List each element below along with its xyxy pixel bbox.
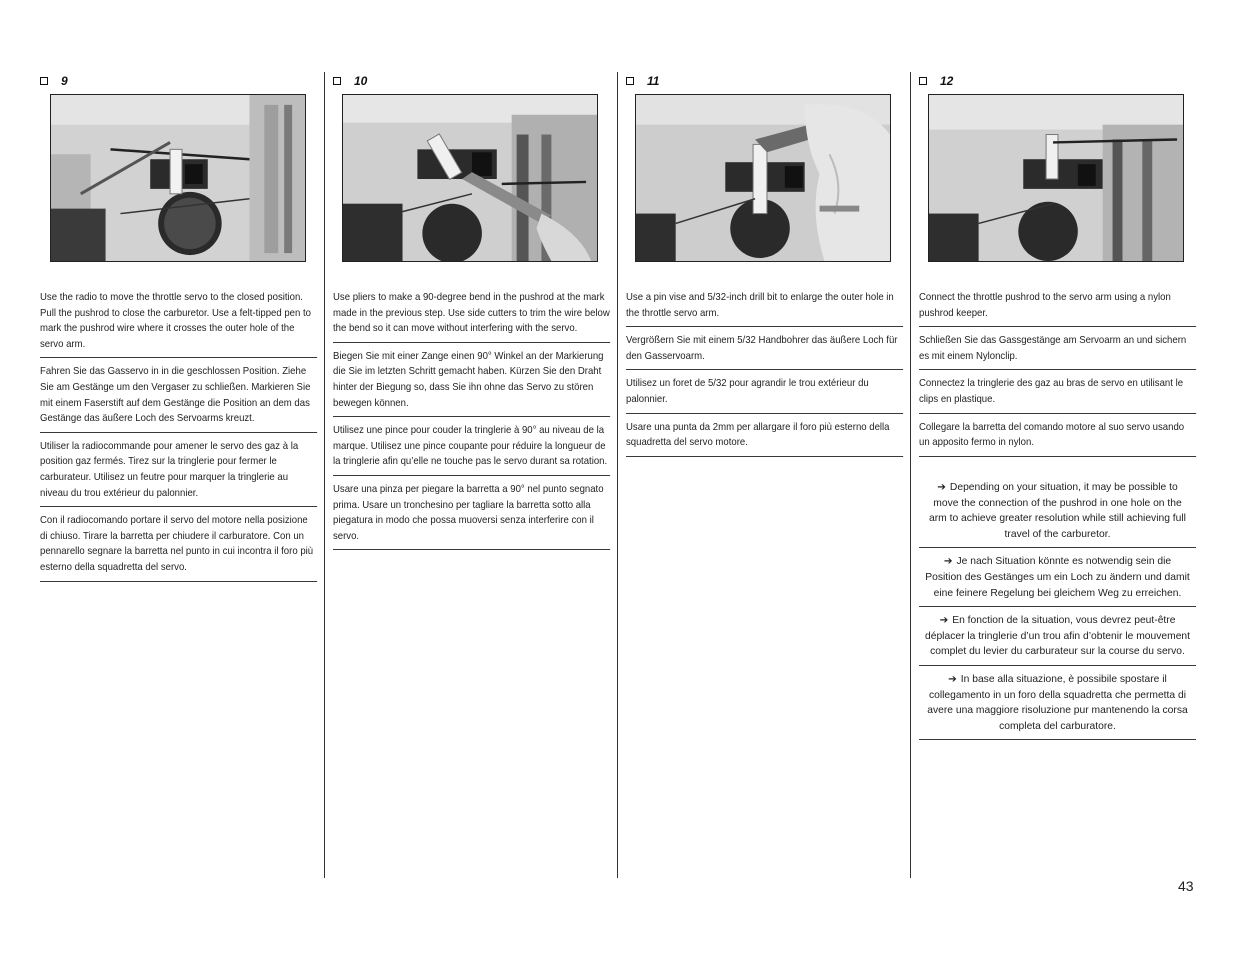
instruction-texts (333, 290, 610, 556)
instruction-en: Use pliers to make a 90-degree bend in the pushrod at the mark made in the previous step. Use side cutters to trim the wire below the bend so it can move without interfering with the servo. (333, 290, 610, 343)
instruction-en: Use a pin vise and 5/32-inch drill bit to enlarge the outer hole in the throttle servo arm. (626, 290, 903, 327)
instruction-de: Biegen Sie mit einer Zange einen 90° Winkel an der Markierung die Sie im letzten Schritt gemacht haben. Kürzen Sie den Draht hinter der Biegung so, dass Sie ihn ohne das Servo zu stören bewegen können. (333, 349, 610, 417)
tip-note-de (919, 554, 1196, 607)
step-photo (928, 94, 1184, 262)
instruction-it: Usare una pinza per piegare la barretta a 90° nel punto segnato prima. Usare un tronchesino per tagliare la barretta sotto alla piegatura in modo che possa muoversi senza interferire con il servo. (333, 482, 610, 550)
tip-text: En fonction de la situation, vous devrez peut-être déplacer la tringlerie d’un trou afin d’obtenir le mouvement complet du levier du carburateur sur la course du servo. (925, 615, 1191, 658)
step-photo (635, 94, 891, 262)
pin-vise-drill-servo-arm-photo (636, 95, 890, 261)
instruction-it: Collegare la barretta del comando motore al suo servo usando un apposito fermo in nylon. (919, 420, 1196, 457)
servo-pushrod-marking-photo (51, 95, 305, 261)
step-photo (50, 94, 306, 262)
page-number: 43 (1178, 878, 1194, 894)
step-header (40, 74, 68, 88)
column-divider (910, 72, 911, 878)
column-divider (617, 72, 618, 878)
checkbox-icon[interactable] (626, 77, 634, 85)
instruction-fr: Utilisez une pince pour couder la tringlerie à 90° au niveau de la marque. Utilisez une pince coupante pour réduire la longueur de la tringlerie afin qu’elle ne touche pas le servo durant sa rotation. (333, 423, 610, 476)
instruction-it: Con il radiocomando portare il servo del motore nella posizione di chiuso. Tirare la barretta per chiudere il carburatore. Con un pennarello segnare la barretta nel punto in cui incontra il foro più esterno della squadretta del servo. (40, 513, 317, 581)
tip-text: In base alla situazione, è possibile spostare il collegamento in un foro della squadretta che permetta di avere una maggiore risoluzione pur mantenendo la corsa completa del carburatore. (927, 673, 1188, 732)
instruction-de: Fahren Sie das Gasservo in in die geschlossen Position. Ziehe Sie am Gestänge um den Vergaser zu schließen. Markieren Sie mit einem Faserstift auf dem Gestänge die Position an dem das Gestänge das äußere Loch des Servoarms kreuzt. (40, 364, 317, 432)
instruction-en: Connect the throttle pushrod to the servo arm using a nylon pushrod keeper. (919, 290, 1196, 327)
tip-note-fr (919, 613, 1196, 666)
instruction-fr: Utiliser la radiocommande pour amener le servo des gaz à la position gaz fermés. Tirez sur la tringlerie pour fermer le carburateur. Utilisez un feutre pour marquer la tringlerie au niveau du trou extérieur du palonnier. (40, 439, 317, 507)
column-divider (324, 72, 325, 878)
instruction-texts (919, 290, 1196, 463)
instruction-it: Usare una punta da 2mm per allargare il foro più esterno della squadretta del servo motore. (626, 420, 903, 457)
instruction-fr: Utilisez un foret de 5/32 pour agrandir le trou extérieur du palonnier. (626, 376, 903, 413)
instruction-de: Vergrößern Sie mit einem 5/32 Handbohrer das äußere Loch für den Gasservoarm. (626, 333, 903, 370)
instruction-texts (626, 290, 903, 463)
tip-note-en (919, 480, 1196, 548)
arrow-right-icon: ➔ (939, 615, 949, 627)
arrow-right-icon: ➔ (937, 482, 946, 493)
tip-note-it (919, 672, 1196, 740)
tip-text: Je nach Situation könnte es notwendig sein die Position des Gestänges um ein Loch zu ändern und damit eine feinere Regelung bei gleichem Weg zu erreichen. (925, 556, 1190, 599)
pushrod-keeper-connected-photo (929, 95, 1183, 261)
tip-text: Depending on your situation, it may be possible to move the connection of the pushrod in one hole on the arm to achieve greater resolution while still achieving full travel of the carburetor. (929, 482, 1186, 540)
arrow-right-icon: ➔ (948, 673, 957, 685)
instruction-texts (40, 290, 317, 588)
instruction-de: Schließen Sie das Gassgestänge am Servoarm an und sichern es mit einem Nylonclip. (919, 333, 1196, 370)
step-header (919, 74, 953, 88)
checkbox-icon[interactable] (333, 77, 341, 85)
step-header (626, 74, 659, 88)
instruction-en: Use the radio to move the throttle servo to the closed position. Pull the pushrod to close the carburetor. Use a felt-tipped pen to mark the pushrod wire where it crosses the outer hole of the servo arm. (40, 290, 317, 358)
checkbox-icon[interactable] (40, 77, 48, 85)
instruction-fr: Connectez la tringlerie des gaz au bras de servo en utilisant le clips en plastique. (919, 376, 1196, 413)
step-photo (342, 94, 598, 262)
step-number: 12 (940, 74, 954, 88)
pliers-bend-pushrod-photo (343, 95, 597, 261)
checkbox-icon[interactable] (919, 77, 927, 85)
step-number: 9 (61, 74, 68, 88)
tip-notes (919, 480, 1196, 746)
step-number: 11 (647, 74, 660, 88)
step-header (333, 74, 367, 88)
arrow-right-icon: ➔ (943, 556, 953, 568)
step-number: 10 (354, 74, 368, 88)
